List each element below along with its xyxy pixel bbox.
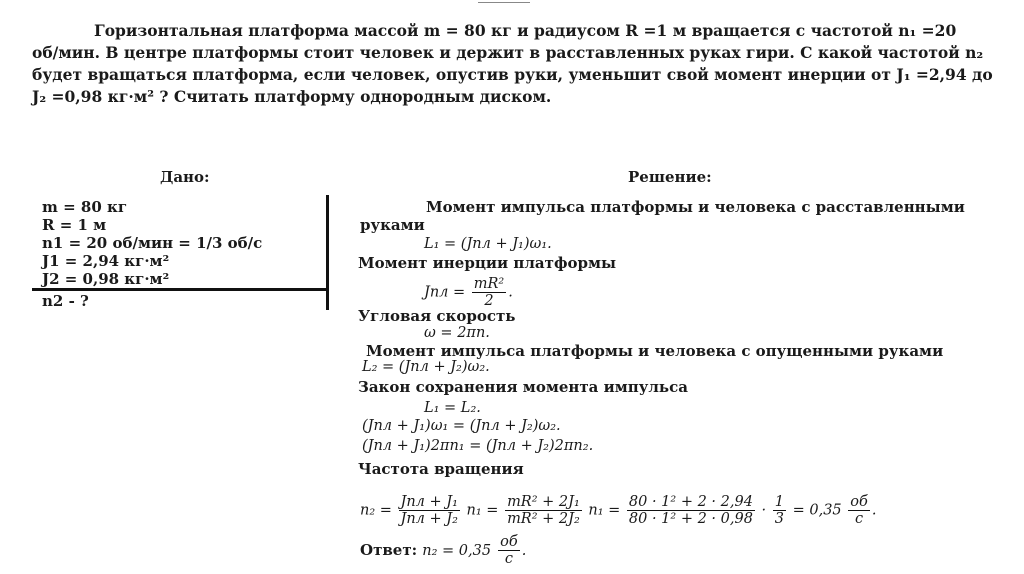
- f6-frac-2: [505, 494, 582, 527]
- answer-unit-num: об: [500, 534, 518, 550]
- given-j1: J1 = 2,94 кг·м²: [42, 252, 170, 270]
- f6-mid-4: = 0,35: [792, 502, 842, 519]
- answer: Ответ: n₂ = 0,35 $\frac{об}{с}$ .: [360, 534, 527, 567]
- problem-line-1: Горизонтальная платформа массой m = 80 кг и радиусом R =1 м вращается с частотой n₁ =20: [94, 21, 957, 40]
- sol-text-1: Момент импульса платформы и человека с расставленными: [426, 198, 965, 216]
- sol-text-1b: руками: [360, 216, 425, 234]
- f6-num-4: 1: [774, 494, 784, 510]
- f6-den-5: с: [855, 511, 864, 527]
- formula-L1: L₁ = (Jпл + J₁)ω₁.: [424, 236, 552, 252]
- formula-Jpl-lhs: Jпл =: [424, 284, 466, 301]
- f6-num-3: 80 · 1² + 2 · 2,94: [628, 494, 753, 510]
- sol-text-3: Угловая скорость: [358, 307, 516, 325]
- given-vertical-line: [326, 195, 329, 310]
- formula-Jpl: Jпл = $\frac{\text{mR²}}{2}$ .: [424, 276, 513, 309]
- sol-text-5: Закон сохранения момента импульса: [358, 378, 688, 396]
- frac-den: 2: [484, 293, 494, 309]
- given-j2: J2 = 0,98 кг·м²: [42, 270, 170, 288]
- formula-L2: L₂ = (Jпл + J₂)ω₂.: [362, 359, 490, 375]
- f6-num-1: Jпл + J₁: [400, 494, 458, 510]
- f6-mid-1: n₁ =: [466, 502, 499, 519]
- f6-num-2: mR² + 2J₁: [507, 494, 580, 510]
- solution-header: Решение:: [628, 168, 712, 186]
- f6-frac-3: [627, 494, 755, 527]
- f6-mid-2: n₁ =: [588, 502, 621, 519]
- f6-frac-1: [399, 494, 460, 527]
- f6-frac-5: [848, 494, 870, 527]
- answer-unit-den: с: [504, 551, 514, 567]
- problem-line-4: J₂ =0,98 кг·м² ? Считать платформу однородным диском.: [32, 87, 552, 106]
- sol-text-2: Момент инерции платформы: [358, 254, 617, 272]
- formula-L1-eq-L2: L₁ = L₂.: [424, 400, 481, 416]
- formula-Jpl-fraction: [472, 276, 506, 309]
- sol-text-4: Момент импульса платформы и человека с опущенными руками: [366, 342, 944, 360]
- f6-lhs: n₂ =: [360, 502, 392, 519]
- sol-text-6: Частота вращения: [358, 460, 524, 478]
- f6-den-3: 80 · 1² + 2 · 0,98: [628, 511, 753, 527]
- f6-den-2: mR² + 2J₂: [507, 511, 580, 527]
- f6-den-1: Jпл + J₂: [400, 511, 458, 527]
- given-header: Дано:: [160, 168, 210, 186]
- formula-omega: ω = 2πn.: [424, 325, 490, 341]
- given-unknown: n2 - ?: [42, 292, 89, 310]
- given-m: m = 80 кг: [42, 198, 128, 216]
- f6-mid-3: ·: [761, 502, 767, 519]
- given-r: R = 1 м: [42, 216, 107, 234]
- formula-n2: n₂ = $\frac{\text{Jпл + J₁}}{\text{Jпл + J₂}}$ n₁ = $\frac{\text{mR² + 2J₁}}{\text{mR² + 2J₂}}$ n₁ = $\frac{\text{80 · 1² + 2 · 2,94}}{\text{80 · 1² + 2 · 0,98}}$ · $\frac{1}{3}$ = 0,35 $\frac{об}{с}$ .: [360, 494, 877, 527]
- top-divider: [478, 0, 530, 3]
- given-n1: n1 = 20 об/мин = 1/3 об/с: [42, 234, 263, 252]
- answer-unit: [498, 534, 520, 567]
- f6-num-5: об: [850, 494, 868, 510]
- problem-statement: [32, 20, 993, 108]
- frac-num: mR²: [473, 276, 505, 292]
- formula-conservation-2: (Jпл + J₁)2πn₁ = (Jпл + J₂)2πn₂.: [362, 438, 594, 454]
- formula-conservation-1: (Jпл + J₁)ω₁ = (Jпл + J₂)ω₂.: [362, 418, 561, 434]
- given-horizontal-line: [32, 288, 329, 291]
- f6-den-4: 3: [774, 511, 784, 527]
- problem-line-2: об/мин. В центре платформы стоит человек и держит в расставленных руках гири. С какой частотой n₂: [32, 43, 984, 62]
- answer-label: Ответ:: [360, 541, 418, 559]
- problem-line-3: будет вращаться платформа, если человек, опустив руки, уменьшит свой момент инерции от J₁ =2,94 до: [32, 65, 993, 84]
- answer-value: n₂ = 0,35: [422, 543, 492, 559]
- f6-frac-4: [773, 494, 786, 527]
